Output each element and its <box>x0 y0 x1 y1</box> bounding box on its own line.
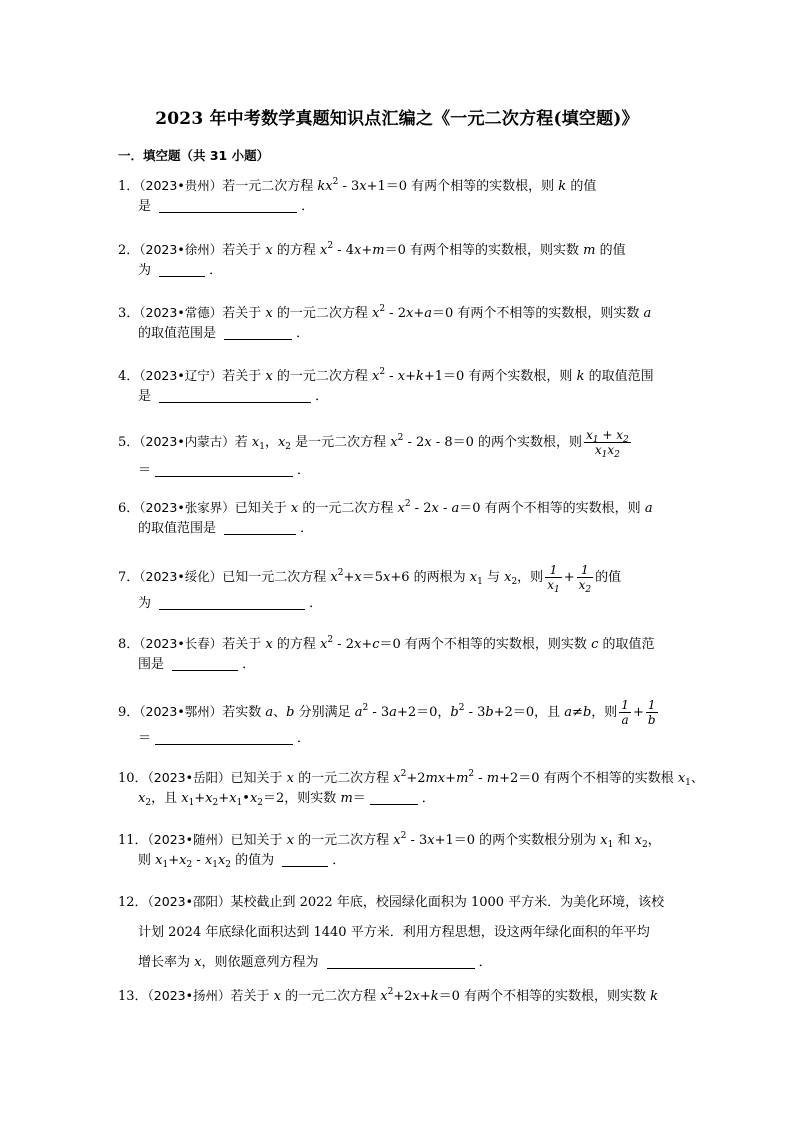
fraction-sum-over-product: $\frac{x_1 + x_2}{x_1x_2}$ <box>586 428 629 460</box>
answer-blank[interactable] <box>327 954 475 969</box>
question-10: 10．（2023•岳阳）已知关于 x 的一元二次方程 $x^2+2mx+m^2 - m+2=0$ 有两个不相等的实数根 $x_1$、 $x_2$，且 $x_1+x_2+x_1•x_2=2$，则实数 m＝ ． <box>118 769 704 808</box>
fraction-reciprocal-a: $\frac{1}{a}$ <box>621 698 629 727</box>
question-7: 7．（2023•绥化）已知一元二次方程 $x^2+x=5x+6$ 的两根为 $x_1$ 与 $x_2$，则 $\frac{1}{x_1}$ + $\frac{1}{x_2}$ 的值 为 ． <box>118 563 622 611</box>
page-title: 2023 年中考数学真题知识点汇编之《一元二次方程(填空题)》 <box>155 109 639 129</box>
question-3: 3．（2023•常德）若关于 x 的一元二次方程 $x^2 - 2x+a=0$ 有两个不相等的实数根，则实数 a 的取值范围是 ． <box>118 304 652 341</box>
question-4: 4．（2023•辽宁）若关于 x 的一元二次方程 $x^2 - x+k+1=0$ 有两个实数根，则 k 的取值范围 是 ． <box>118 367 654 404</box>
question-1: 1．（2023•贵州）若一元二次方程 $kx^2 - 3x+1=0$ 有两个相等的实数根，则 k 的值 是 ． <box>118 177 597 214</box>
answer-blank[interactable] <box>159 262 205 277</box>
fraction-reciprocal-x2: $\frac{1}{x_2}$ <box>578 563 592 595</box>
answer-blank[interactable] <box>155 462 293 477</box>
question-12: 12．（2023•邵阳）某校截止到 2022 年底，校园绿化面积为 1000 平方米．为美化环境，该校 计划 2024 年底绿化面积达到 1440 平方米．利用方程思想，设这两年绿化面积的年平均 增长率为 x，则依题意列方程为 ． <box>118 894 665 970</box>
question-6: 6．（2023•张家界）已知关于 x 的一元二次方程 $x^2 - 2x - a=0$ 有两个不相等的实数根，则 a 的取值范围是 ． <box>118 499 653 536</box>
answer-blank[interactable] <box>224 520 296 535</box>
section-heading: 一．填空题（共 31 小题） <box>118 148 270 163</box>
question-8: 8．（2023•长春）若关于 x 的方程 $x^2 - 2x+c=0$ 有两个不相等的实数根，则实数 c 的取值范 围是 ． <box>118 635 655 672</box>
answer-blank[interactable] <box>370 790 418 805</box>
question-5: 5．（2023•内蒙古）若 $x_1$，$x_2$ 是一元二次方程 $x^2 - 2x - 8=0$ 的两个实数根，则 $\frac{x_1 + x_2}{x_1x_2}$ ＝ ． <box>118 428 629 478</box>
answer-blank[interactable] <box>159 198 297 213</box>
question-11: 11．（2023•随州）已知关于 x 的一元二次方程 $x^2 - 3x+1=0$ 的两个实数根分别为 $x_1$ 和 $x_2$， 则 $x_1+x_2 - x_1x_2$ 的值为 ． <box>118 831 661 870</box>
question-13: 13．（2023•扬州）若关于 x 的一元二次方程 $x^2+2x+k=0$ 有两个不相等的实数根，则实数 k <box>118 987 659 1004</box>
answer-blank[interactable] <box>224 325 292 340</box>
answer-blank[interactable] <box>159 595 305 610</box>
answer-blank[interactable] <box>159 388 311 403</box>
answer-blank[interactable] <box>155 730 293 745</box>
fraction-reciprocal-b: $\frac{1}{b}$ <box>647 698 656 727</box>
answer-blank[interactable] <box>282 852 328 867</box>
answer-blank[interactable] <box>172 656 238 671</box>
question-2: 2．（2023•徐州）若关于 x 的方程 $x^2 - 4x+m=0$ 有两个相等的实数根，则实数 m 的值 为 ． <box>118 241 626 278</box>
question-9: 9．（2023•鄂州）若实数 a、b 分别满足 $a^2 - 3a+2=0$，$b^2 - 3b+2=0$，且 a≠b，则 $\frac{1}{a}$ + $\frac{1}{b}$ ＝ ． <box>118 698 656 746</box>
fraction-reciprocal-x1: $\frac{1}{x_1}$ <box>547 563 560 595</box>
